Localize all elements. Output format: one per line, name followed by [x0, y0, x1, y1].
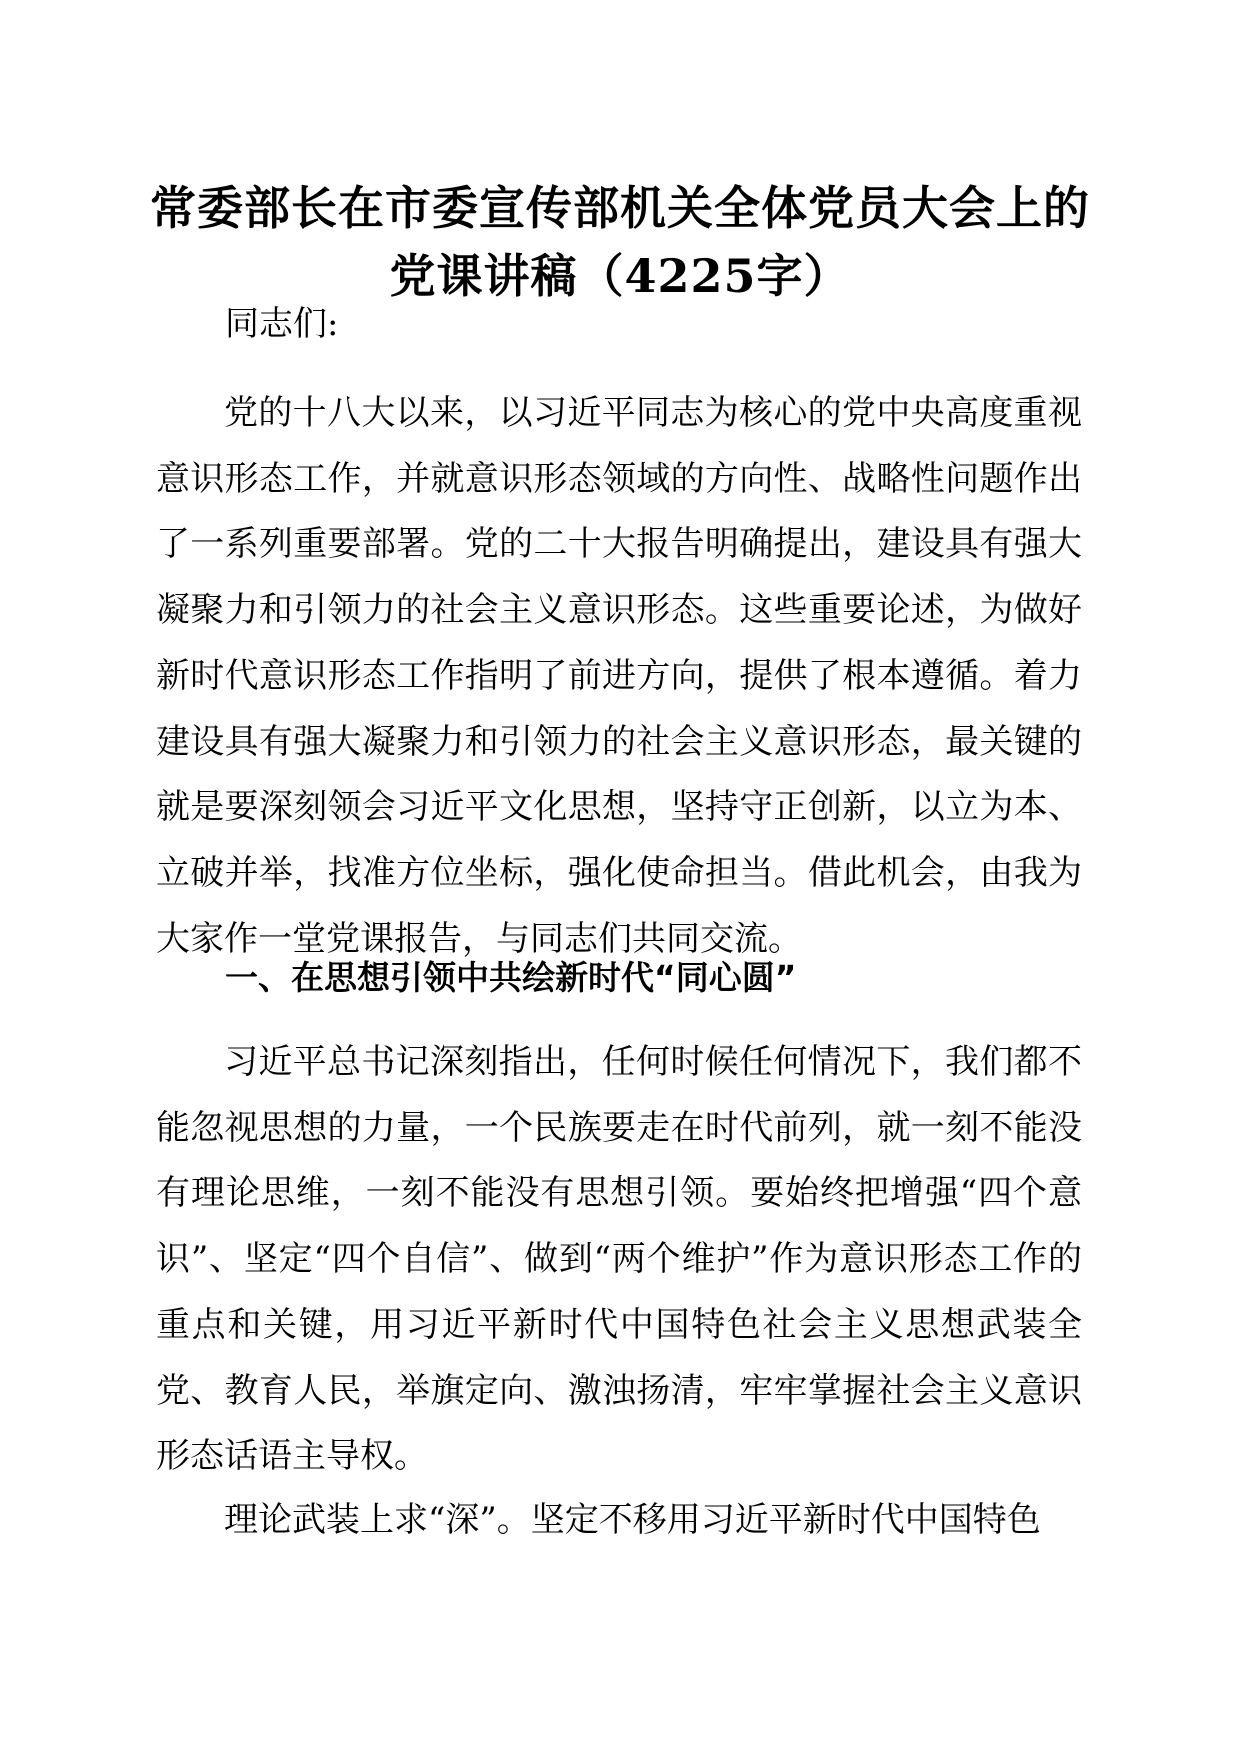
paragraph-intro: 党的十八大以来，以习近平同志为核心的党中央高度重视意识形态工作，并就意识形态领域的方向性、战略性问题作出了一系列重要部署。党的二十大报告明确提出，建设具有强大凝聚力和引领力的社会主义意识形态。这些重要论述，为做好新时代意识形态工作指明了前进方向，提供了根本遵循。着力建设具有强大凝聚力和引领力的社会主义意识形态，最关键的就是要深刻领会习近平文化思想，坚持守正创新，以立为本、立破并举，找准方位坐标，强化使命担当。借此机会，由我为大家作一堂党课报告，与同志们共同交流。	[156, 393, 1082, 959]
document-title-line-1: 常委部长在市委宣传部机关全体党员大会上的	[150, 181, 1090, 235]
section-heading: 一、在思想引领中共绘新时代“同心圆”	[225, 958, 797, 997]
document-title-line-2: 党课讲稿（4225字）	[389, 249, 851, 303]
paragraph-theory: 理论武装上求“深”。坚定不移用习近平新时代中国特色	[224, 1500, 1041, 1540]
paragraph-section-1: 习近平总书记深刻指出，任何时候任何情况下，我们都不能忽视思想的力量，一个民族要走在时代前列，就一刻不能没有理论思维，一刻不能没有思想引领。要始终把增强“四个意识”、坚定“四个自信”、做到“两个维护”作为意识形态工作的重点和关键，用习近平新时代中国特色社会主义思想武装全党、教育人民，举旗定向、激浊扬清，牢牢掌握社会主义意识形态话语主导权。	[156, 1042, 1082, 1477]
salutation: 同志们:	[225, 304, 339, 344]
